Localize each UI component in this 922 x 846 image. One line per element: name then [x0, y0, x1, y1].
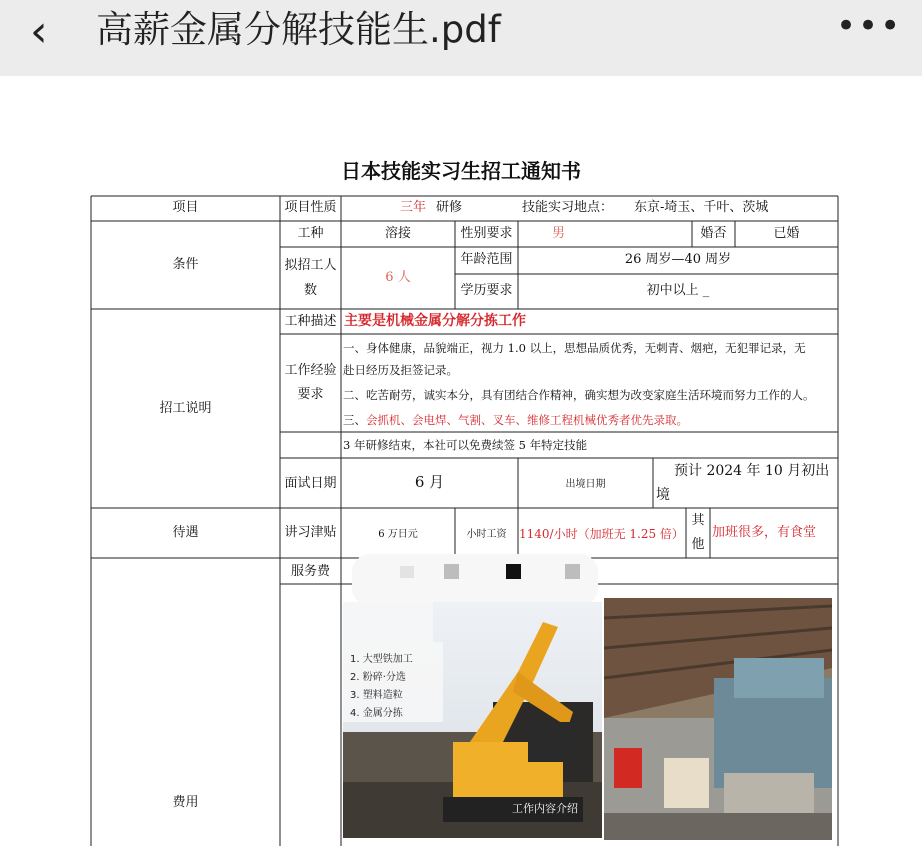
redaction-block [506, 564, 521, 579]
headcount-label-2: 数 [303, 283, 317, 298]
requirement-1-line-2: 赴日经历及拒签记录。 [343, 363, 458, 377]
photo-left-item: 1. 大型铁加工 [350, 654, 413, 665]
conditions-label: 条件 [172, 257, 199, 272]
other-value: 加班很多，有食堂 [712, 525, 817, 540]
photo-left-item: 2. 粉碎·分选 [350, 672, 406, 683]
chevron-left-icon[interactable]: ‹ [30, 6, 48, 57]
redaction-block [400, 566, 414, 578]
depart-value-2: 境 [656, 487, 670, 503]
project-duration: 三年 [400, 200, 427, 215]
desc-value: 主要是机械金属分解分拣工作 [344, 313, 526, 329]
job-label: 工种 [297, 226, 324, 241]
depart-label: 出境日期 [565, 479, 606, 490]
redaction-block [565, 564, 580, 579]
more-icon[interactable]: ••• [836, 6, 903, 46]
gender-label: 性别要求 [460, 226, 513, 241]
marital-value: 已婚 [773, 226, 800, 241]
fees-label: 费用 [172, 795, 199, 810]
headcount-value: 6 人 [385, 270, 411, 285]
hourly-label: 小时工资 [466, 529, 507, 540]
job-value: 溶接 [384, 226, 411, 241]
edu-label: 学历要求 [460, 283, 513, 298]
document-filename: 高薪金属分解技能生.pdf [96, 8, 501, 51]
other-label-2: 他 [691, 537, 705, 552]
allowance-value: 6 万日元 [378, 529, 418, 540]
interview-label: 面试日期 [284, 476, 337, 491]
photo-left-caption: 工作内容介绍 [512, 802, 578, 815]
exp-label: 工作经验 [284, 363, 337, 378]
photo-left-item: 3. 塑料造粒 [350, 690, 403, 701]
exp-label-2: 要求 [297, 387, 324, 402]
redaction-overlay [352, 554, 598, 606]
hourly-value: 1140/小时（加班无 1.25 倍） [519, 527, 684, 541]
factory-photo [604, 598, 832, 840]
headcount-label: 拟招工人 [284, 258, 337, 273]
project-label: 项目 [172, 200, 199, 215]
requirement-1-line-1: 一、身体健康，品貌端正，视力 1.0 以上，思想品质优秀，无刺青、烟疤，无犯罪记录，无 [343, 341, 806, 355]
edu-value: 初中以上 _ [646, 283, 710, 298]
age-value: 26 周岁—40 周岁 [624, 252, 732, 267]
location-value: 东京-埼玉、千叶、茨城 [634, 200, 769, 215]
other-label: 其 [691, 513, 705, 528]
project-kind: 研修 [436, 200, 463, 215]
requirement-3-prefix: 三、 [343, 413, 366, 427]
requirement-3 [343, 411, 688, 429]
treatment-label: 待遇 [172, 525, 199, 540]
gender-value: 男 [552, 226, 566, 241]
location-label: 技能实习地点： [522, 200, 614, 215]
renew-note: 3 年研修结束，本社可以免费续签 5 年特定技能 [343, 438, 588, 452]
desc-label: 工种描述 [284, 314, 337, 329]
marital-label: 婚否 [700, 226, 727, 241]
redaction-block [444, 564, 459, 579]
photo-left-item: 4. 金属分拣 [350, 708, 403, 719]
interview-value: 6 月 [414, 473, 445, 491]
depart-value: 预计 2024 年 10 月初出 [674, 463, 830, 479]
project-type-label: 项目性质 [284, 200, 337, 215]
age-label: 年龄范围 [460, 252, 513, 267]
allowance-label: 讲习津贴 [284, 525, 337, 540]
recruit-label: 招工说明 [159, 401, 212, 416]
requirement-2: 二、吃苦耐劳，诚实本分，具有团结合作精神，确实想为改变家庭生活环境而努力工作的人。 [343, 388, 815, 402]
requirement-3-text: 会抓机、会电焊、气割、叉车、维修工程机械优秀者优先录取。 [366, 413, 688, 427]
service-fee-label: 服务费 [290, 564, 330, 579]
page-title: 日本技能实习生招工通知书 [341, 159, 581, 183]
